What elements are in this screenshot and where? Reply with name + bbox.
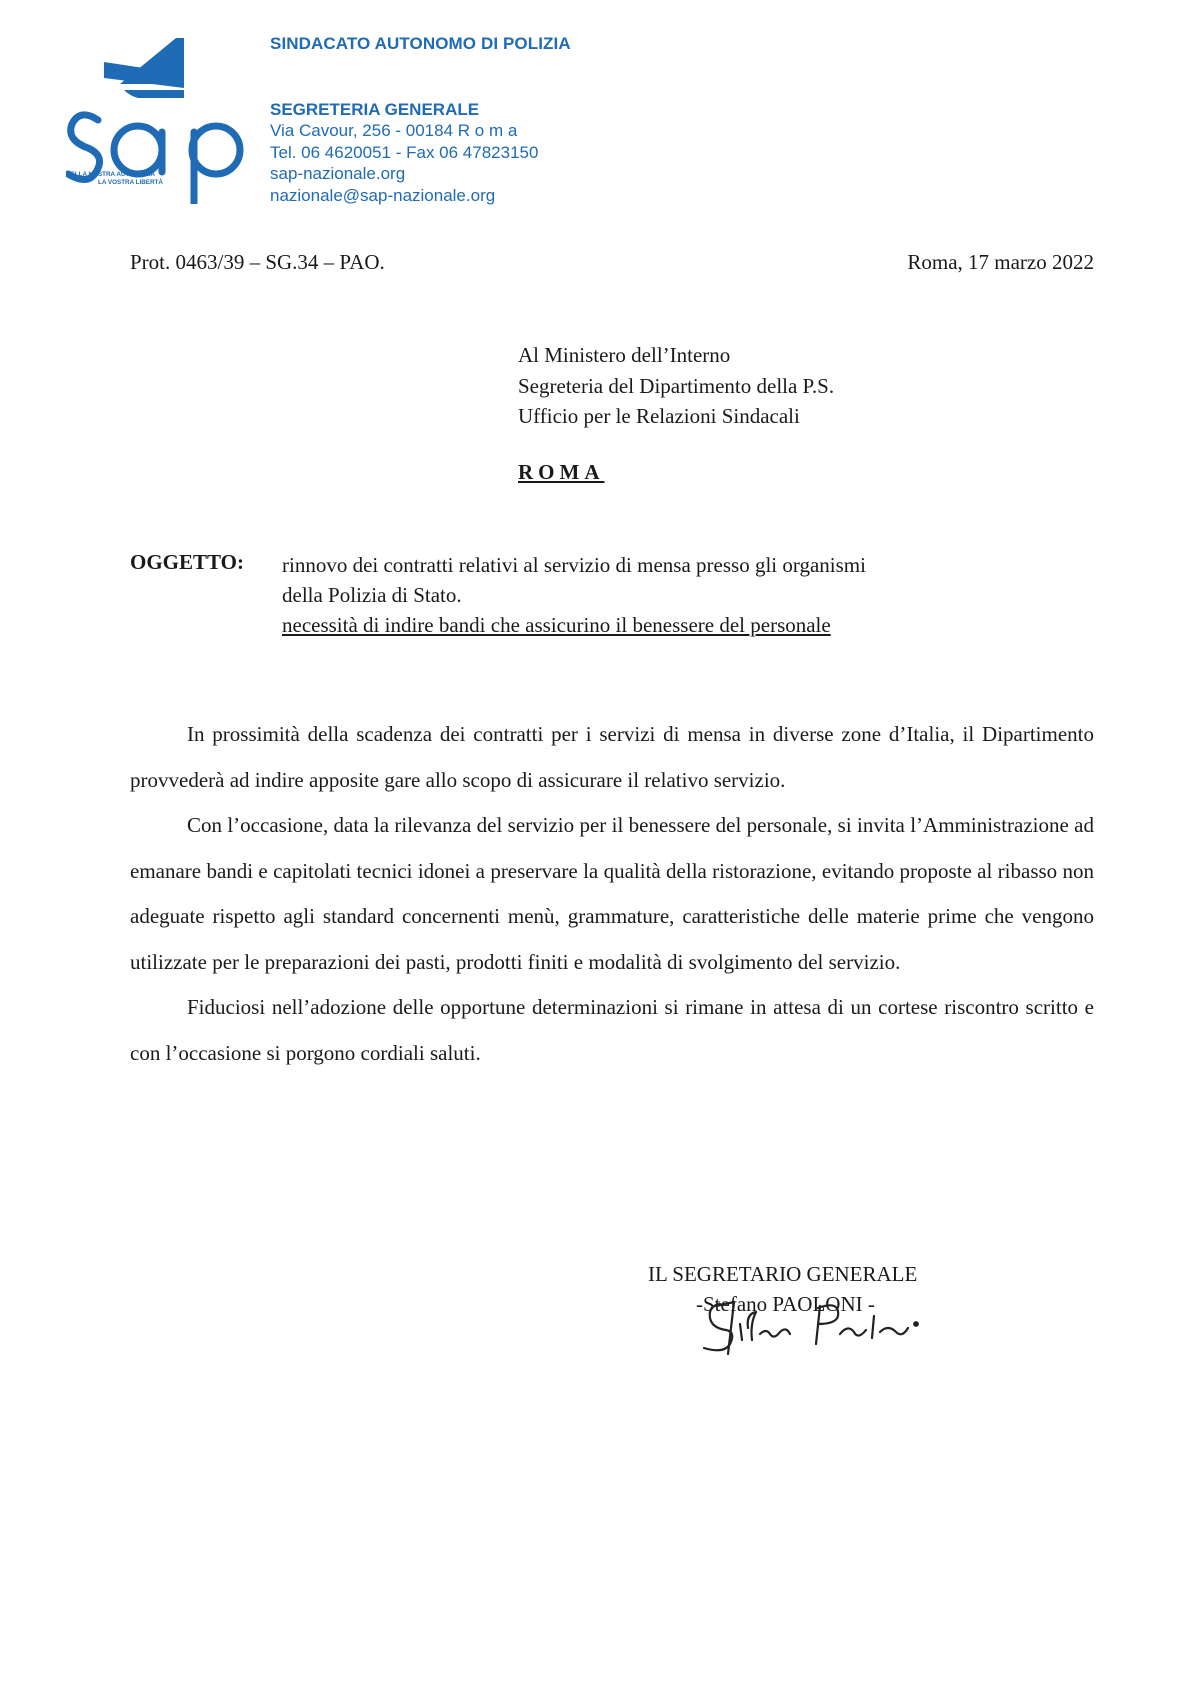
protocol-number: Prot. 0463/39 – SG.34 – PAO. bbox=[130, 250, 385, 274]
handwritten-signature bbox=[690, 1284, 940, 1364]
body-paragraph: Fiduciosi nell’adozione delle opportune determinazioni si rimane in attesa di un cortese riscontro scritto e con l’occasione si porgono cordiali saluti. bbox=[130, 995, 1094, 1065]
subject-text bbox=[282, 550, 1082, 640]
recipient-block bbox=[518, 340, 834, 432]
subject-line-underlined: necessità di indire bandi che assicurino il benessere del personale bbox=[282, 613, 831, 637]
police-cap-icon bbox=[104, 38, 184, 98]
secretariat-name: SEGRETERIA GENERALE bbox=[270, 100, 480, 119]
address: Via Cavour, 256 - 00184 R o m a bbox=[270, 121, 518, 140]
signatory-name: -Stefano PAOLONI - bbox=[696, 1292, 875, 1316]
recipient-line: Al Ministero dell’Interno bbox=[518, 343, 731, 367]
organization-name: SINDACATO AUTONOMO DI POLIZIA bbox=[270, 34, 571, 53]
website-link[interactable]: sap-nazionale.org bbox=[270, 164, 406, 183]
subject-line: rinnovo dei contratti relativi al servizio di mensa presso gli organismi bbox=[282, 553, 866, 577]
letterhead bbox=[270, 34, 571, 206]
logo-motto-1: NELLA NOSTRA AUTONOMIA bbox=[66, 171, 156, 178]
sap-lettering bbox=[68, 115, 240, 204]
recipient-line: Segreteria del Dipartimento della P.S. bbox=[518, 373, 835, 398]
phone-fax: Tel. 06 4620051 - Fax 06 47823150 bbox=[270, 142, 539, 162]
email-link[interactable]: nazionale@sap-nazionale.org bbox=[270, 185, 496, 205]
subject-line: della Polizia di Stato. bbox=[282, 583, 462, 607]
letter-body bbox=[130, 712, 1094, 1076]
letter-date: Roma, 17 marzo 2022 bbox=[907, 250, 1094, 274]
recipient-line: Ufficio per le Relazioni Sindacali bbox=[518, 404, 800, 428]
body-paragraph: In prossimità della scadenza dei contratti per i servizi di mensa in diverse zone d’Italia, il Dipartimento provvederà ad indire apposite gare allo scopo di assicurare il relativo servizio. bbox=[130, 722, 1094, 792]
recipient-city: ROMA bbox=[518, 460, 605, 484]
signatory-title: IL SEGRETARIO GENERALE bbox=[648, 1262, 918, 1286]
sap-logo bbox=[66, 38, 252, 204]
body-paragraph: Con l’occasione, data la rilevanza del servizio per il benessere del personale, si invita l’Amministrazione ad emanare bandi e capitolati tecnici idonei a preservare la qualità della ristorazione, evitando proposte al ribasso non adeguate rispetto agli standard concernenti menù, grammature, caratteristiche delle materie prime che vengono utilizzate per le preparazioni dei pasti, prodotti finiti e modalità di svolgimento del servizio. bbox=[130, 813, 1094, 974]
subject-label: OGGETTO: bbox=[130, 550, 244, 574]
logo-motto-2: LA VOSTRA LIBERTÀ bbox=[98, 179, 163, 186]
